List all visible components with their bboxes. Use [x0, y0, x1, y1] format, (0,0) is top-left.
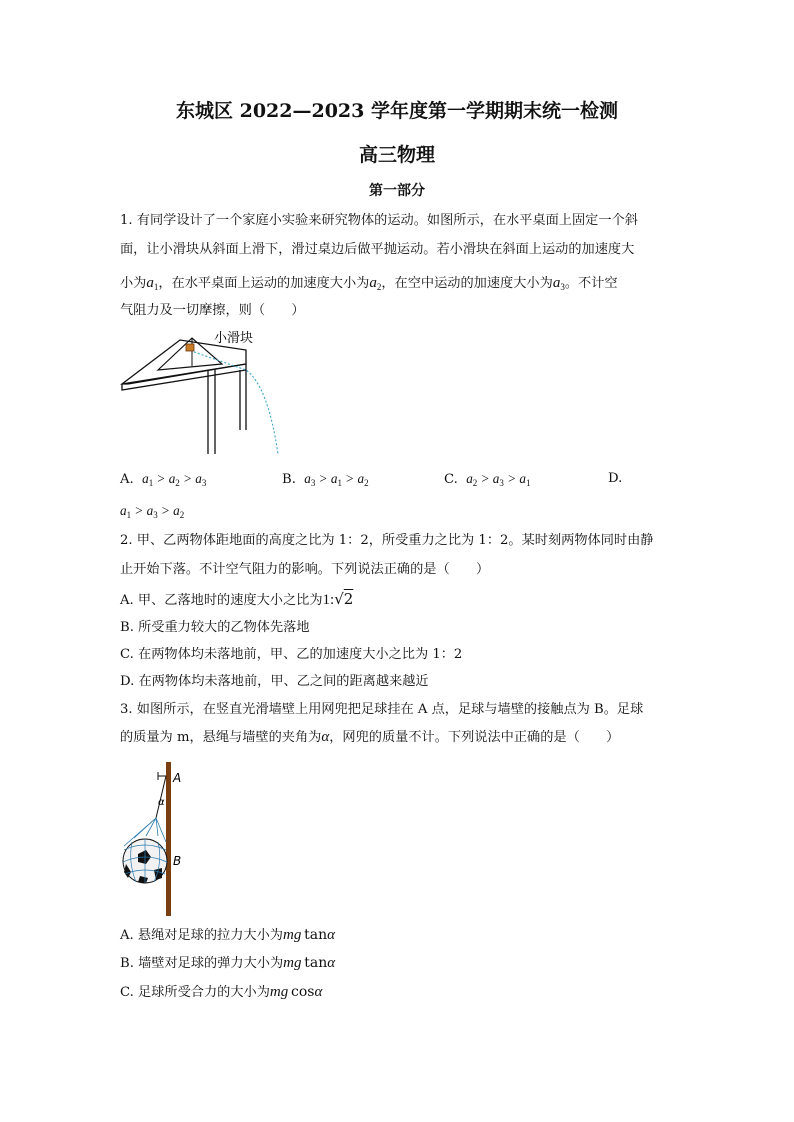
q2-option-b: B. 所受重力较大的乙物体先落地	[120, 620, 310, 635]
page-subtitle: 高三物理	[358, 144, 435, 166]
q1-option-d-expr: $a_1 > a_3 > a_2$	[120, 503, 185, 520]
q1-table-figure	[118, 326, 298, 458]
slider-block	[186, 344, 194, 351]
q3-option-c: C. 足球所受合力的大小为mg cosα	[120, 984, 323, 1000]
q2-option-d: D. 在两物体均未落地前，甲、乙之间的距离越来越近	[120, 674, 429, 689]
q2-option-c: C. 在两物体均未落地前，甲、乙的加速度大小之比为 1：2	[120, 647, 463, 662]
q3-line2: 的质量为 m，悬绳与墙壁的夹角为α，网兜的质量不计。下列说法中正确的是（ ）	[120, 729, 620, 745]
q1-line3: 小为$a_1$，在水平桌面上运动的加速度大小为$a_2$，在空中运动的加速度大小为$a_3$。不计空	[120, 275, 618, 292]
q2-line1: 2. 甲、乙两物体距地面的高度之比为 1：2，所受重力之比为 1：2。某时刻两物体同时由静	[120, 533, 654, 548]
q1-line2: 面，让小滑块从斜面上滑下，滑过桌边后做平抛运动。若小滑块在斜面上运动的加速度大	[120, 242, 635, 257]
q1-option-d: D.	[608, 471, 623, 486]
point-a-label: A	[173, 771, 182, 785]
wall	[166, 762, 171, 916]
q1-line1: 1. 有同学设计了一个家庭小实验来研究物体的运动。如图所示，在水平桌面上固定一个斜	[120, 213, 638, 228]
q2-line2: 止开始下落。不计空气阻力的影响。下列说法正确的是（ ）	[120, 562, 490, 577]
q3-option-b: B. 墙壁对足球的弹力大小为mg tanα	[120, 955, 336, 971]
section-title: 第一部分	[369, 183, 425, 199]
q1-option-b: B. $a_3 > a_1 > a_2$	[282, 471, 369, 488]
page-title: 东城区 2022—2023 学年度第一学期期末统一检测	[176, 100, 618, 122]
q1-option-c: C. $a_2 > a_3 > a_1$	[444, 471, 531, 488]
q2-option-a: A. 甲、乙落地时的速度大小之比为1:√2	[120, 590, 354, 608]
q3-line1: 3. 如图所示，在竖直光滑墙壁上用网兜把足球挂在 A 点，足球与墙壁的接触点为 B。足球	[120, 702, 644, 717]
q3-football-figure	[116, 758, 196, 918]
q1-option-a: A. $a_1 > a_2 > a_3$	[120, 471, 207, 488]
q3-option-a: A. 悬绳对足球的拉力大小为mg tanα	[120, 927, 335, 943]
q1-line4: 气阻力及一切摩擦，则（ ）	[120, 303, 305, 318]
slider-label: 小滑块	[214, 331, 254, 346]
angle-alpha-label: α	[158, 797, 165, 808]
point-b-label: B	[173, 854, 182, 868]
